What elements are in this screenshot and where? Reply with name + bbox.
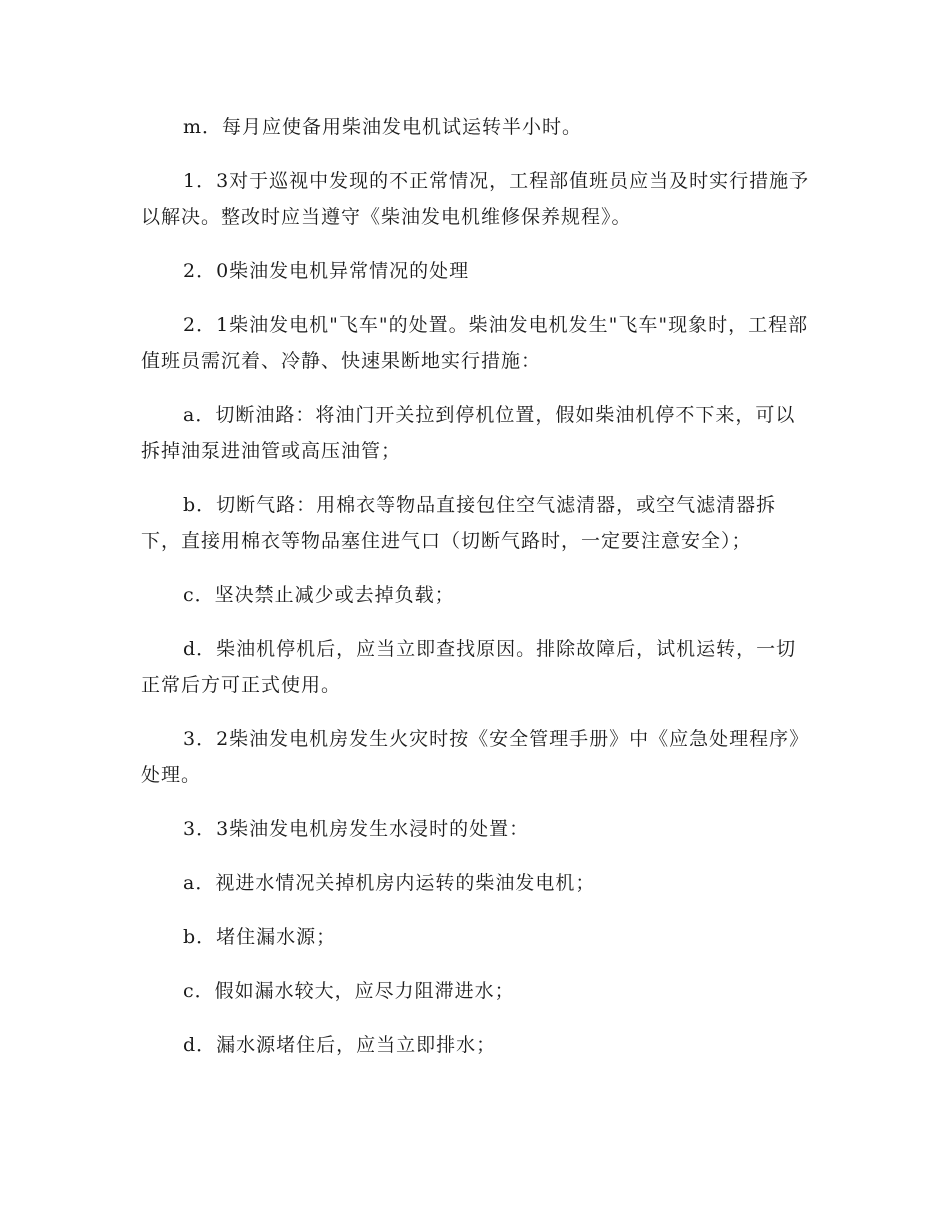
paragraph-2-1-overspeed: 2．1柴油发电机"飞车"的处置。柴油发电机发生"飞车"现象时，工程部值班员需沉着、冷静、快速果断地实行措施： bbox=[141, 314, 809, 372]
list-item-b-block-leak: b．堵住漏水源； bbox=[183, 926, 337, 948]
paragraph-1-3-abnormal-handling: 1．3对于巡视中发现的不正常情况，工程部值班员应当及时实行措施予以解决。整改时应当遵守《柴油发电机维修保养规程》。 bbox=[141, 170, 810, 228]
section-heading-2-0: 2．0柴油发电机异常情况的处理 bbox=[183, 260, 470, 282]
list-item-d-drain-water: d．漏水源堵住后，应当立即排水； bbox=[183, 1034, 497, 1056]
paragraph-monthly-test-run: m．每月应使备用柴油发电机试运转半小时。 bbox=[183, 116, 583, 138]
list-item-b-cut-air: b．切断气路：用棉衣等物品直接包住空气滤清器，或空气滤清器拆下，直接用棉衣等物品塞住进气口（切断气路时，一定要注意安全）； bbox=[141, 494, 777, 552]
document-body bbox=[141, 109, 813, 1081]
list-item-d-find-cause: d．柴油机停机后，应当立即查找原因。排除故障后，试机运转，一切正常后方可正式使用。 bbox=[141, 638, 797, 696]
list-item-c-no-load-reduction: c．坚决禁止减少或去掉负载； bbox=[183, 584, 455, 606]
paragraph-3-2-fire: 3．2柴油发电机房发生火灾时按《安全管理手册》中《应急处理程序》处理。 bbox=[141, 728, 810, 786]
list-item-a-cut-fuel: a．切断油路：将油门开关拉到停机位置，假如柴油机停不下来，可以拆掉油泵进油管或高压油管； bbox=[141, 404, 796, 462]
paragraph-3-3-flooding: 3．3柴油发电机房发生水浸时的处置： bbox=[183, 818, 530, 840]
list-item-c-stop-inflow: c．假如漏水较大，应尽力阻滞进水； bbox=[183, 980, 515, 1002]
list-item-a-shut-generator: a．视进水情况关掉机房内运转的柴油发电机； bbox=[183, 872, 596, 894]
